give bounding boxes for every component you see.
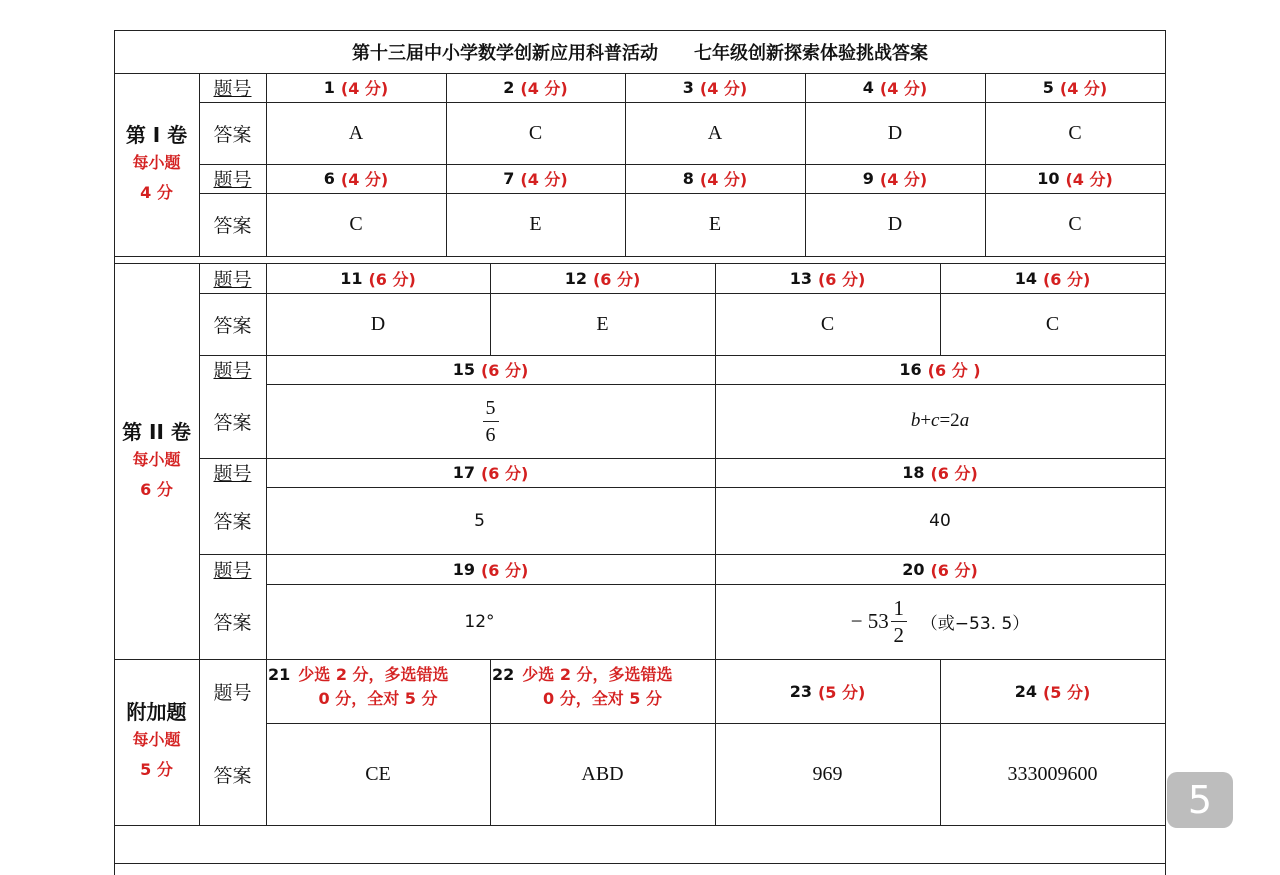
question-number: 8 xyxy=(682,169,694,188)
question-points: (4 分) xyxy=(520,79,568,98)
question-points: (6 分) xyxy=(480,361,529,380)
answer-17: 5 xyxy=(474,510,485,531)
section-3-sub2: 5 分 xyxy=(140,759,173,779)
answer-label: 答案 xyxy=(213,511,252,533)
section-2-sub2: 6 分 xyxy=(140,479,173,499)
question-9-header xyxy=(805,164,985,193)
question-4-header xyxy=(805,73,985,102)
answer-18: 40 xyxy=(929,510,951,531)
question-15-header xyxy=(266,355,715,384)
question-number: 19 xyxy=(452,559,475,579)
question-24-header xyxy=(940,659,1165,723)
grid-line xyxy=(114,256,1166,257)
question-number: 18 xyxy=(902,463,925,482)
question-points: (6 分) xyxy=(1042,269,1091,289)
question-1-header xyxy=(266,73,446,102)
question-number: 10 xyxy=(1037,169,1060,188)
question-number: 15 xyxy=(452,360,475,379)
fraction-numerator: 5 xyxy=(485,396,496,419)
question-2-header xyxy=(446,73,625,102)
question-number: 4 xyxy=(862,78,874,97)
answer-15 xyxy=(266,384,715,458)
question-points: (6 分 ) xyxy=(927,361,981,380)
qnum-label: 题号 xyxy=(213,169,252,191)
question-number: 20 xyxy=(902,559,925,579)
section-2-sub1: 每小题 xyxy=(132,449,181,469)
fraction-numerator: 1 xyxy=(893,596,905,620)
question-3-header xyxy=(625,73,805,102)
question-points: (4 分) xyxy=(879,170,928,189)
question-21-header xyxy=(266,663,490,721)
question-points: (5 分) xyxy=(817,682,866,702)
question-points: (6 分) xyxy=(480,560,529,580)
var-a: a xyxy=(959,410,970,431)
qnum-label: 题号 xyxy=(213,360,252,382)
section-3-sub1: 每小题 xyxy=(132,729,181,749)
question-number: 9 xyxy=(862,169,874,188)
question-points: (4 分) xyxy=(1065,170,1113,189)
answer-9: D xyxy=(887,213,903,235)
qnum-label: 题号 xyxy=(213,681,252,704)
plus-sign: + xyxy=(920,410,932,431)
question-14-header xyxy=(940,263,1165,293)
var-c: c xyxy=(931,410,940,431)
section-3-label xyxy=(114,690,199,790)
qnum-label: 题号 xyxy=(213,78,252,100)
equals-two: =2 xyxy=(939,410,960,431)
answer-20 xyxy=(715,584,1165,659)
question-13-header xyxy=(715,263,940,293)
question-8-header xyxy=(625,164,805,193)
question-number: 3 xyxy=(682,78,694,97)
section-1-sub2: 4 分 xyxy=(140,182,173,202)
question-points: (6 分) xyxy=(930,464,978,483)
section-2-name: 第 II 卷 xyxy=(122,419,191,444)
answer-21: CE xyxy=(365,762,391,785)
fraction xyxy=(483,395,499,448)
section-1-sub1: 每小题 xyxy=(132,152,181,172)
answer-label: 答案 xyxy=(213,612,252,634)
question-number: 5 xyxy=(1042,78,1054,97)
qnum-label: 题号 xyxy=(213,268,252,291)
scoring-note: 少选 2 分，多选错选 xyxy=(298,665,449,684)
question-number: 12 xyxy=(564,268,587,288)
answer-22: ABD xyxy=(581,762,624,785)
question-number: 14 xyxy=(1014,268,1037,288)
answer-label: 答案 xyxy=(213,314,252,337)
question-points: (5 分) xyxy=(1042,682,1091,702)
var-b: b xyxy=(910,410,921,431)
question-points: (4 分) xyxy=(340,79,389,98)
answer-23: 969 xyxy=(812,762,843,785)
fraction xyxy=(891,595,907,648)
question-points: (6 分) xyxy=(480,464,529,483)
fraction-denominator: 2 xyxy=(893,623,905,647)
question-number: 21 xyxy=(268,665,291,684)
answer-label: 答案 xyxy=(213,764,252,787)
alternate-answer: （或−53. 5） xyxy=(920,614,1030,634)
question-number: 7 xyxy=(503,169,515,188)
answer-7: E xyxy=(529,213,542,235)
question-11-header xyxy=(266,263,490,293)
answer-4: D xyxy=(887,121,903,144)
question-points: (4 分) xyxy=(340,170,389,189)
question-points: (6 分) xyxy=(368,269,416,289)
question-number: 17 xyxy=(452,463,475,482)
question-12-header xyxy=(490,263,715,293)
question-16-header xyxy=(715,355,1165,384)
question-6-header xyxy=(266,164,446,193)
answer-3: A xyxy=(707,121,723,144)
question-number: 2 xyxy=(503,78,515,97)
question-points: (4 分) xyxy=(1059,79,1108,98)
question-10-header xyxy=(985,164,1165,193)
question-19-header xyxy=(266,554,715,584)
border-right xyxy=(1165,30,1166,875)
question-5-header xyxy=(985,73,1165,102)
question-7-header xyxy=(446,164,625,193)
question-number: 23 xyxy=(789,681,812,701)
answer-label: 答案 xyxy=(213,411,252,434)
answer-label: 答案 xyxy=(213,215,252,237)
answer-label: 答案 xyxy=(213,123,252,146)
scoring-note: 0 分，全对 5 分 xyxy=(318,689,438,708)
answer-24: 333009600 xyxy=(1007,762,1098,785)
question-17-header xyxy=(266,458,715,487)
answer-1: A xyxy=(348,121,364,144)
qnum-label: 题号 xyxy=(213,559,252,582)
answer-16 xyxy=(715,384,1165,458)
page-number-badge[interactable]: 5 xyxy=(1167,772,1233,828)
section-1-label xyxy=(114,113,199,213)
question-22-header xyxy=(490,663,715,721)
question-18-header xyxy=(715,458,1165,487)
question-points: (4 分) xyxy=(699,170,748,189)
page-title: 第十三届中小学数学创新应用科普活动 七年级创新探索体验挑战答案 xyxy=(352,42,928,64)
answer-12: E xyxy=(596,312,609,335)
answer-19: 12° xyxy=(464,611,495,632)
qnum-label: 题号 xyxy=(213,463,252,485)
question-points: (6 分) xyxy=(817,269,866,289)
question-points: (4 分) xyxy=(699,79,748,98)
question-points: (4 分) xyxy=(879,79,928,98)
question-points: (6 分) xyxy=(930,560,978,580)
scoring-note: 少选 2 分，多选错选 xyxy=(522,665,673,684)
question-number: 16 xyxy=(899,360,922,379)
answer-13: C xyxy=(820,312,835,335)
scoring-note: 0 分，全对 5 分 xyxy=(543,689,662,708)
question-23-header xyxy=(715,659,940,723)
question-number: 1 xyxy=(323,78,335,97)
fraction-denominator: 6 xyxy=(485,423,496,446)
answer-11: D xyxy=(370,312,386,335)
question-20-header xyxy=(715,554,1165,584)
answer-6: C xyxy=(349,213,363,235)
answer-8: E xyxy=(708,213,722,235)
answer-5: C xyxy=(1068,121,1082,144)
answer-10: C xyxy=(1068,213,1082,235)
question-number: 6 xyxy=(323,169,335,188)
mixed-number-whole: − 53 xyxy=(850,609,889,633)
question-number: 13 xyxy=(789,268,812,288)
question-number: 22 xyxy=(492,665,515,684)
section-2-label xyxy=(114,410,199,510)
question-points: (4 分) xyxy=(520,170,568,189)
question-points: (6 分) xyxy=(592,269,641,289)
section-3-name: 附加题 xyxy=(126,699,187,724)
question-number: 11 xyxy=(340,268,363,288)
section-1-name: 第 I 卷 xyxy=(125,122,188,147)
question-number: 24 xyxy=(1014,681,1037,701)
grid-line xyxy=(114,825,1166,826)
answer-14: C xyxy=(1045,312,1060,335)
answer-2: C xyxy=(528,121,543,144)
grid-line xyxy=(114,863,1166,864)
